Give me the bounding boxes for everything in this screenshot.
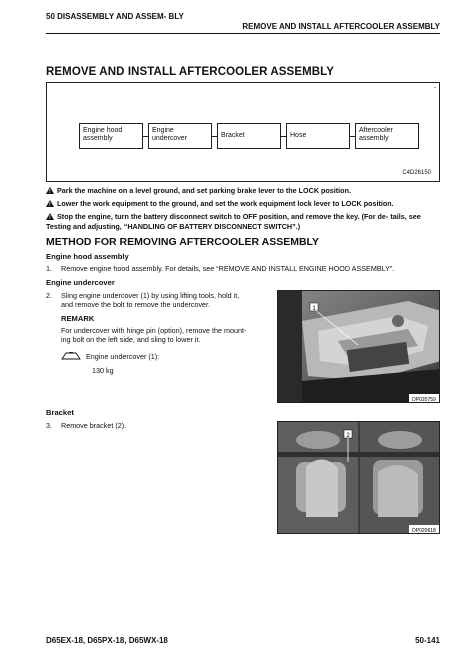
photo-engine-undercover-image	[278, 291, 440, 403]
warning-text: Lower the work equipment to the ground, and set the work equipment lock lever to LOCK position.	[57, 199, 394, 208]
header-section: 50 DISASSEMBLY AND ASSEM- BLY	[46, 12, 184, 21]
flow-corner-mark: -	[434, 85, 436, 91]
step-number: 2.	[46, 291, 52, 300]
warning-text: Stop the engine, turn the battery disconnect switch to OFF position, and remove the key. (For de- tails, see Testing and adjusting, “HANDLING OF BATTERY DISCONNECT SWITCH”.)	[46, 212, 421, 231]
flow-node-hose: Hose	[286, 123, 350, 149]
photo-code: DP020618	[412, 528, 436, 534]
method-heading: METHOD FOR REMOVING AFTERCOOLER ASSEMBLY	[46, 236, 320, 248]
step-text-line: and remove the bolt to remove the undercover.	[61, 300, 211, 309]
weight-icon	[61, 352, 81, 360]
warning-item	[46, 199, 446, 209]
warning-item	[46, 212, 446, 231]
photo-code: DP020759	[412, 397, 436, 403]
warning-icon	[46, 187, 54, 194]
footer-page-number: 50-141	[415, 636, 440, 645]
page-title: REMOVE AND INSTALL AFTERCOOLER ASSEMBLY	[46, 66, 335, 78]
remark-text-line: For undercover with hinge pin (option), remove the mount-	[61, 326, 247, 335]
flow-node-bracket: Bracket	[217, 123, 281, 149]
header-rule	[46, 33, 440, 34]
weight-label: Engine undercover (1):	[86, 352, 160, 361]
step-text: Remove engine hood assembly. For details, see “REMOVE AND INSTALL ENGINE HOOD ASSEMBLY”.	[61, 264, 395, 273]
photo-callout-label: 2	[346, 433, 350, 439]
warning-text: Park the machine on a level ground, and set parking brake lever to the LOCK position.	[57, 186, 351, 195]
flow-node-engine-undercover: Engine undercover	[148, 123, 212, 149]
warning-icon	[46, 200, 54, 207]
warning-icon	[46, 213, 54, 220]
step-text-line: Sling engine undercover (1) by using lifting tools, hold it,	[61, 291, 240, 300]
remark-heading: REMARK	[61, 314, 95, 323]
remark-text-line: ing bolt on the left side, and sling to lower it.	[61, 335, 201, 344]
photo-callout-label: 1	[312, 306, 316, 312]
weight-value: 130 kg	[92, 366, 114, 375]
step-text: Remove bracket (2).	[61, 421, 127, 430]
photo-engine-undercover	[277, 290, 440, 403]
flow-figure-code: C4D26150	[402, 170, 431, 176]
procedure-flow-diagram	[46, 82, 440, 182]
photo-bracket	[277, 421, 440, 534]
footer-models: D65EX-18, D65PX-18, D65WX-18	[46, 636, 168, 645]
flow-node-engine-hood: Engine hood assembly	[79, 123, 143, 149]
section-heading-bracket: Bracket	[46, 408, 74, 417]
header-title: REMOVE AND INSTALL AFTERCOOLER ASSEMBLY	[242, 22, 440, 31]
section-heading-engine-undercover: Engine undercover	[46, 278, 115, 287]
step-number: 3.	[46, 421, 52, 430]
photo-bracket-image	[278, 422, 440, 534]
flow-node-aftercooler: Aftercooler assembly	[355, 123, 419, 149]
warning-item	[46, 186, 446, 196]
step-number: 1.	[46, 264, 52, 273]
section-heading-engine-hood: Engine hood assembly	[46, 252, 129, 261]
